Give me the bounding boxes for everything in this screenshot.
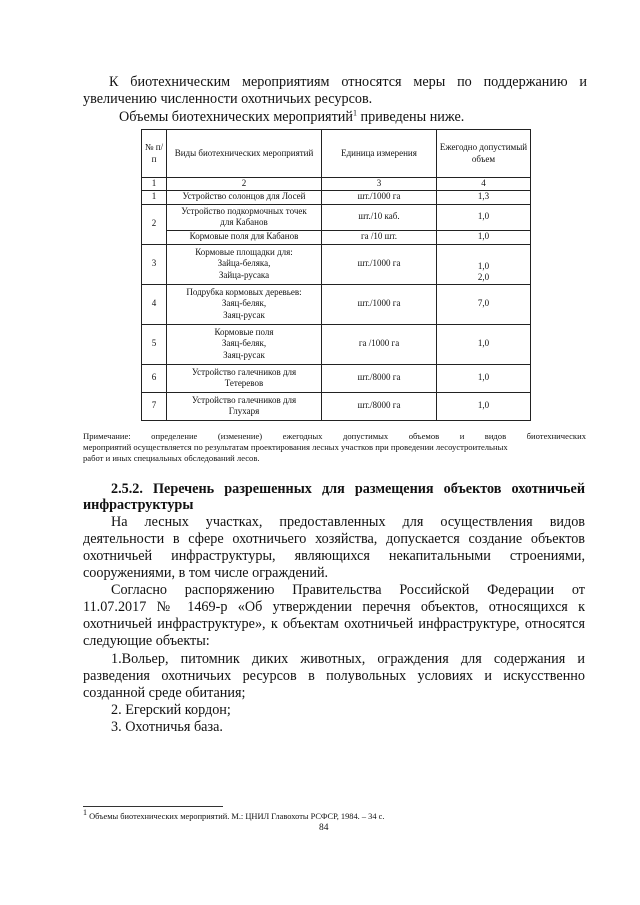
intro-line-1: К биотехническим мероприятиям относятся меры по поддержанию и (109, 74, 587, 90)
row-unit: шт./8000 га (322, 364, 437, 392)
table-row (142, 204, 531, 230)
paragraph-1-line-2: деятельности в сфере охотничьего хозяйства, допускается создание объектов (83, 531, 585, 547)
table-number-row (142, 178, 531, 191)
paragraph-1-line-4: сооружениями, в том числе ограждений. (83, 565, 329, 581)
biotech-table (141, 129, 531, 421)
section-heading-line-2: инфраструктуры (83, 497, 194, 513)
table-row (142, 364, 531, 392)
row-unit: шт./10 каб. (322, 204, 437, 230)
row-kind: Устройство галечников для Глухаря (167, 392, 322, 420)
paragraph-1-line-1: На лесных участках, предоставленных для осуществления видов (111, 514, 585, 530)
table-row (142, 324, 531, 364)
col-number: 2 (167, 178, 322, 191)
row-value: 1,0 (437, 364, 531, 392)
list-item-1-line-1: 1.Вольер, питомник диких животных, ограждения для содержания и (111, 651, 585, 667)
table-header-row (142, 130, 531, 178)
row-value: 1,0 (437, 392, 531, 420)
paragraph-1-line-3: охотничьей инфраструктуры, являющихся некапитальными строениями, (83, 548, 585, 564)
row-unit: шт./1000 га (322, 190, 437, 204)
row-num: 5 (142, 324, 167, 364)
row-value: 1,3 (437, 190, 531, 204)
row-unit: га /1000 га (322, 324, 437, 364)
row-num: 6 (142, 364, 167, 392)
row-num: 7 (142, 392, 167, 420)
footnote: $^1$ Объемы биотехнических мероприятий. М.: ЦНИЛ Главохоты РСФСР, 1984. – 34 с. (83, 808, 385, 821)
page-number: 84 (319, 823, 329, 833)
row-kind: Кормовые поля Заяц-беляк, Заяц-русак (167, 324, 322, 364)
section-heading-line-1: 2.5.2. Перечень разрешенных для размещения объектов охотничьей (111, 481, 585, 497)
row-num: 2 (142, 204, 167, 244)
table-row (142, 284, 531, 324)
row-value: 1,0 (437, 324, 531, 364)
footnote-separator (83, 806, 223, 807)
footnote-ref: 1 (352, 108, 357, 118)
header-kind: Виды биотехнических мероприятий (167, 130, 322, 178)
row-num: 4 (142, 284, 167, 324)
list-item-1-line-3: созданной среде обитания; (83, 685, 246, 701)
paragraph-2-line-1: Согласно распоряжению Правительства Российской Федерации от (111, 582, 585, 598)
col-number: 1 (142, 178, 167, 191)
row-kind: Устройство подкормочных точек для Кабанов (167, 204, 322, 230)
row-kind: Кормовые площадки для: Зайца-беляка, Зайца-русака (167, 244, 322, 284)
row-value: 1,0 (437, 230, 531, 244)
table-row (142, 244, 531, 284)
row-unit: шт./1000 га (322, 244, 437, 284)
intro-line-2: увеличению численности охотничьих ресурсов. (83, 91, 373, 107)
row-unit: шт./1000 га (322, 284, 437, 324)
header-volume: Ежегодно допустимый объем (437, 130, 531, 178)
table-note-line-1: Примечание: определение (изменение) ежегодных допустимых объемов и видов биотехнических (83, 431, 586, 441)
col-number: 4 (437, 178, 531, 191)
table-note-line-2: мероприятий осуществляется по результатам проектирования лесных участков при проведении лесоустроительных (83, 442, 508, 452)
list-item-2: 2. Егерский кордон; (111, 702, 231, 718)
row-kind: Устройство галечников для Тетеревов (167, 364, 322, 392)
row-unit: га /10 шт. (322, 230, 437, 244)
row-unit: шт./8000 га (322, 392, 437, 420)
paragraph-2-line-4: следующие объекты: (83, 633, 210, 649)
intro-line-3: Объемы биотехнических мероприятий$^1$ приведены ниже. (119, 108, 465, 125)
row-value: 7,0 (437, 284, 531, 324)
table-row (142, 230, 531, 244)
row-kind: Подрубка кормовых деревьев: Заяц-беляк, Заяц-русак (167, 284, 322, 324)
header-unit: Единица измерения (322, 130, 437, 178)
paragraph-2-line-2: 11.07.2017 № 1469-р «Об утверждении перечня объектов, относящихся к (83, 599, 585, 615)
col-number: 3 (322, 178, 437, 191)
row-num: 3 (142, 244, 167, 284)
list-item-1-line-2: разведения охотничьих ресурсов в полувольных условиях и искусственно (83, 668, 585, 684)
row-value: 1,0 (437, 204, 531, 230)
header-num: № п/п (142, 130, 167, 178)
table-row (142, 392, 531, 420)
row-kind: Устройство солонцов для Лосей (167, 190, 322, 204)
paragraph-2-line-3: охотничьей инфраструктуре», к объектам охотничьей инфраструктуре, относятся (83, 616, 585, 632)
table-note-line-3: работ и иных специальных обследований лесов. (83, 453, 260, 463)
row-value: 1,0 2,0 (437, 244, 531, 284)
row-num: 1 (142, 190, 167, 204)
row-kind: Кормовые поля для Кабанов (167, 230, 322, 244)
table-row (142, 190, 531, 204)
list-item-3: 3. Охотничья база. (111, 719, 223, 735)
